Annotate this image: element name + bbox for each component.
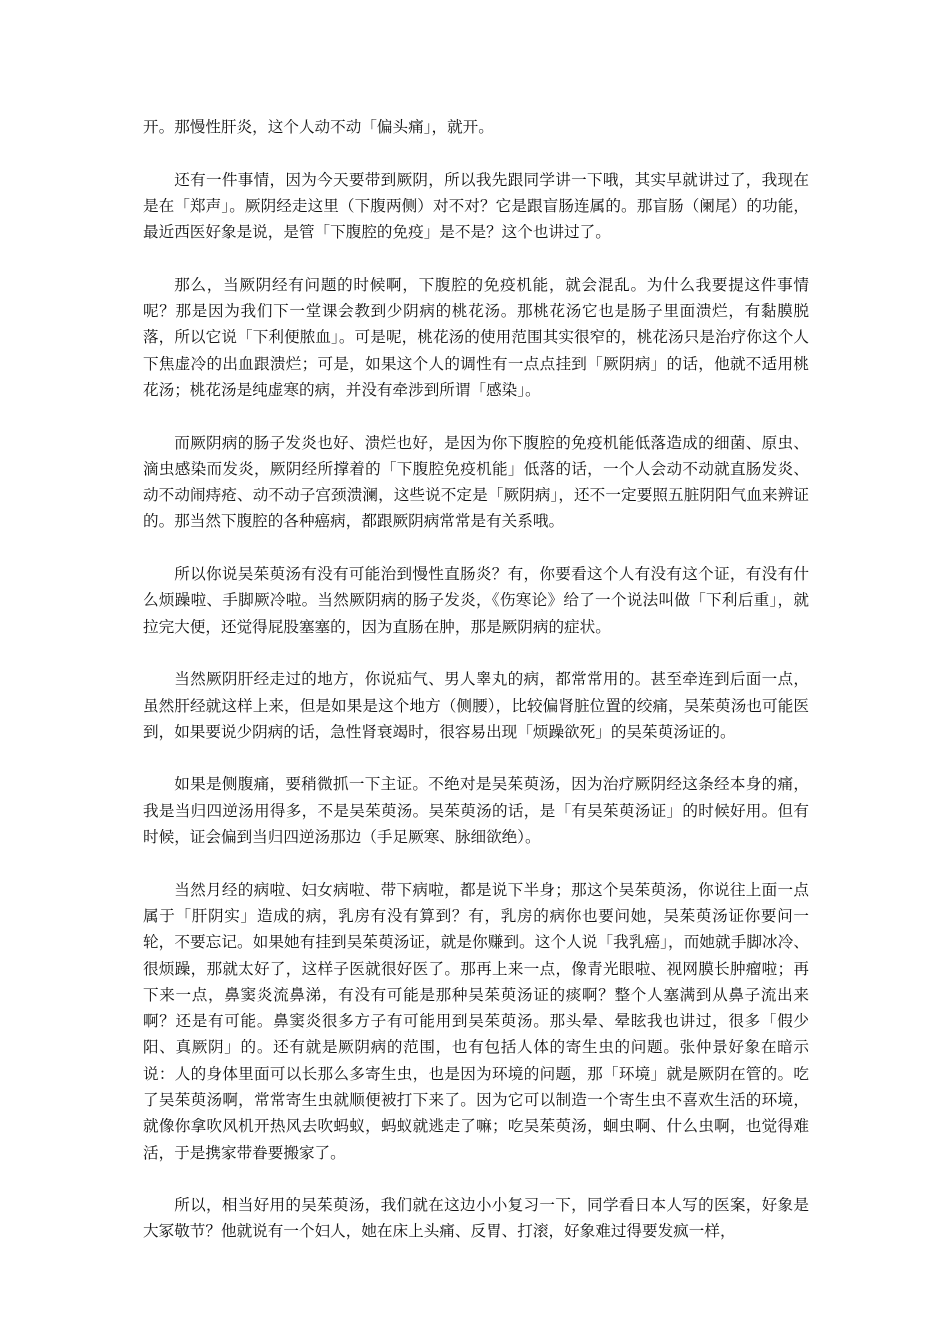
paragraph: 所以，相当好用的吴茱萸汤，我们就在这边小小复习一下，同学看日本人写的医案，好象是大冢敬节？他就说有一个妇人，她在床上头痛、反胃、打滚，好象难过得要发疯一样， — [143, 1196, 809, 1241]
paragraph: 所以你说吴茱萸汤有没有可能治到慢性直肠炎？有，你要看这个人有没有这个证，有没有什么烦躁啦、手脚厥冷啦。当然厥阴病的肠子发炎，《伤寒论》给了一个说法叫做「下利后重」，就拉完大便，还觉得屁股塞塞的，因为直肠在肿，那是厥阴病的症状。 — [143, 565, 809, 636]
paragraph: 而厥阴病的肠子发炎也好、溃烂也好，是因为你下腹腔的免疫机能低落造成的细菌、原虫、滴虫感染而发炎，厥阴经所撑着的「下腹腔免疫机能」低落的话，一个人会动不动就直肠发炎、动不动闹痔疮、动不动子宫颈溃澜，这些说不定是「厥阴病」，还不一定要照五脏阴阳气血来辨证的。那当然下腹腔的各种癌病，都跟厥阴病常常是有关系哦。 — [143, 433, 809, 531]
paragraph: 那么，当厥阴经有问题的时候啊，下腹腔的免疫机能，就会混乱。为什么我要提这件事情呢？那是因为我们下一堂课会教到少阴病的桃花汤。那桃花汤它也是肠子里面溃烂，有黏膜脱落，所以它说「下利便脓血」。可是呢，桃花汤的使用范围其实很窄的，桃花汤只是治疗你这个人下焦虚冷的出血跟溃烂；可是，如果这个人的调性有一点点挂到「厥阴病」的话，他就不适用桃花汤；桃花汤是纯虚寒的病，并没有牵涉到所谓「感染」。 — [143, 275, 809, 399]
document-page — [143, 114, 809, 1271]
paragraph: 还有一件事情，因为今天要带到厥阴，所以我先跟同学讲一下哦，其实早就讲过了，我现在是在「郑声」。厥阴经走这里（下腹两侧）对不对？它是跟盲肠连属的。那盲肠（阑尾）的功能，最近西医好象是说，是管「下腹腔的免疫」是不是？这个也讲过了。 — [143, 170, 809, 242]
paragraph: 如果是侧腹痛，要稍微抓一下主证。不绝对是吴茱萸汤，因为治疗厥阴经这条经本身的痛，我是当归四逆汤用得多，不是吴茱萸汤。吴茱萸汤的话，是「有吴茱萸汤证」的时候好用。但有时候，证会偏到当归四逆汤那边（手足厥寒、脉细欲绝）。 — [143, 775, 809, 847]
paragraph: 当然厥阴肝经走过的地方，你说疝气、男人睾丸的病，都常常用的。甚至牵连到后面一点，虽然肝经就这样上来，但是如果是这个地方（侧腰），比较偏肾脏位置的绞痛，吴茱萸汤也可能医到，如果要说少阴病的话，急性肾衰竭时，很容易出现「烦躁欲死」的吴茱萸汤证的。 — [143, 670, 809, 741]
paragraph: 开。那慢性肝炎，这个人动不动「偏头痛」，就开。 — [143, 118, 494, 136]
paragraph: 当然月经的病啦、妇女病啦、带下病啦，都是说下半身；那这个吴茱萸汤，你说往上面一点属于「肝阴实」造成的病，乳房有没有算到？有，乳房的病你也要问她，吴茱萸汤证你要问一轮，不要忘记。如果她有挂到吴茱萸汤证，就是你赚到。这个人说「我乳癌」，而她就手脚冰冷、很烦躁，那就太好了，这样子医就很好医了。那再上来一点，像青光眼啦、视网膜长肿瘤啦；再下来一点，鼻窦炎流鼻涕，有没有可能是那种吴茱萸汤证的痰啊？整个人塞满到从鼻子流出来啊？还是有可能。鼻窦炎很多方子有可能用到吴茱萸汤。那头晕、晕眩我也讲过，很多「假少阳、真厥阴」的。还有就是厥阴病的范围，也有包括人体的寄生虫的问题。张仲景好象在暗示说：人的身体里面可以长那么多寄生虫，也是因为环境的问题，那「环境」就是厥阴在管的。吃了吴茱萸汤啊，常常寄生虫就顺便被打下来了。因为它可以制造一个寄生虫不喜欢生活的环境，就像你拿吹风机开热风去吹蚂蚁，蚂蚁就逃走了嘛；吃吴茱萸汤，蛔虫啊、什么虫啊，也觉得难活，于是携家带眷要搬家了。 — [143, 880, 809, 1162]
